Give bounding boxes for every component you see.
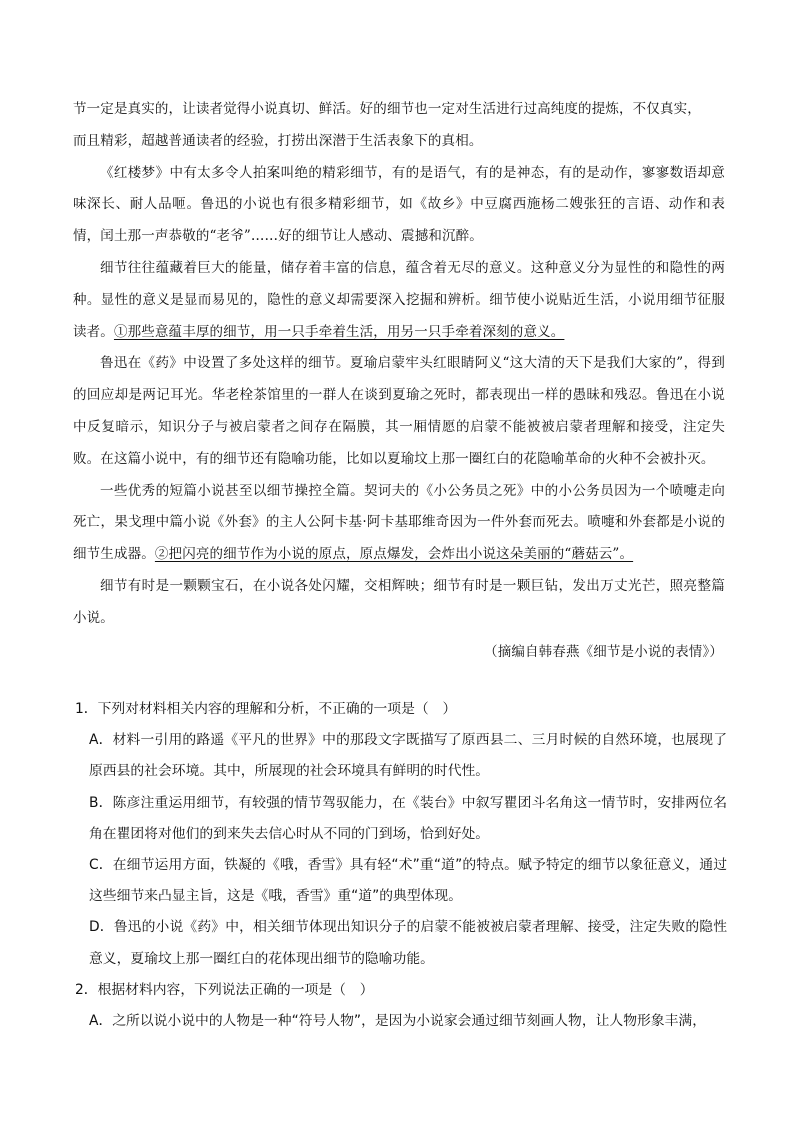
passage-paragraph-3-text: 细节往往蕴藏着巨大的能量，储存着丰富的信息，蕴含着无尽的意义。这种意义分为显性的和隐性的两种。显性的意义是显而易见的，隐性的意义却需要深入挖掘和辨析。细节使小说贴近生活，小说用细节征服读者。	[73, 259, 725, 340]
question-section	[75, 694, 727, 1037]
underlined-sentence-2: ②把闪亮的细节作为小说的原点，原点爆发，会炸出小说这朵美丽的“蘑菇云”。	[154, 546, 634, 563]
question-1-stem: 1．下列对材料相关内容的理解和分析，不正确的一项是（ ）	[75, 701, 457, 717]
question-2-option-a: A．之所以说小说中的人物是一种“符号人物”，是因为小说家会通过细节刻画人物，让人物形象丰满，	[89, 1013, 706, 1030]
passage-paragraph-2: 《红楼梦》中有太多令人拍案叫绝的精彩细节，有的是语气，有的是神态，有的是动作，寥寥数语却意味深长、耐人品咂。鲁迅的小说也有很多精彩细节，如《故乡》中豆腐西施杨二嫂张狂的言语、动作和表情，闰土那一声恭敬的“老爷”……好的细节让人感动、震撼和沉醉。	[73, 164, 725, 245]
passage-paragraph-5	[73, 476, 725, 571]
passage-paragraph-1-line-2: 而且精彩，超越普通读者的经验，打捞出深潜于生活表象下的真相。	[73, 132, 483, 149]
passage-paragraph-1	[73, 94, 725, 158]
passage-paragraph-3	[73, 253, 725, 348]
question-1-option-d: D．鲁迅的小说《药》中，相关细节体现出知识分子的启蒙不能被被启蒙者理解、接受，注定失败的隐性意义，夏瑜坟上那一圈红白的花体现出细节的隐喻功能。	[89, 919, 727, 967]
passage-paragraph-1-line-1: 节一定是真实的，让读者觉得小说真切、鲜活。好的细节也一定对生活进行过高纯度的提炼，不仅真实，	[73, 101, 701, 117]
passage-paragraph-5-text: 一些优秀的短篇小说甚至以细节操控全篇。契诃夫的《小公务员之死》中的小公务员因为一个喷嚏走向死亡，果戈理中篇小说《外套》的主人公阿卡基·阿卡基耶维奇因为一件外套而死去。喷嚏和外套都是小说的细节生成器。	[73, 482, 725, 563]
reading-passage	[73, 94, 725, 668]
passage-paragraph-4: 鲁迅在《药》中设置了多处这样的细节。夏瑜启蒙牢头红眼睛阿义“这大清的天下是我们大家的”，得到的回应却是两记耳光。华老栓茶馆里的一群人在谈到夏瑜之死时，都表现出一样的愚昧和残忍。鲁迅在小说中反复暗示，知识分子与被启蒙者之间存在隔膜，其一厢情愿的启蒙不能被被启蒙者理解和接受，注定失败。在这篇小说中，有的细节还有隐喻功能，比如以夏瑜坟上那一圈红白的花隐喻革命的火种不会被扑灭。	[73, 355, 725, 467]
question-1-option-a: A．材料一引用的路遥《平凡的世界》中的那段文字既描写了原西县二、三月时候的自然环境，也展现了原西县的社会环境。其中，所展现的社会环境具有鲜明的时代性。	[89, 732, 727, 780]
underlined-sentence-1: ①那些意蕴丰厚的细节，用一只手牵着生活，用另一只手牵着深刻的意义。	[113, 323, 565, 340]
passage-source: （摘编自韩春燕《细节是小说的表情》）	[484, 643, 723, 660]
passage-paragraph-6: 细节有时是一颗颗宝石，在小说各处闪耀，交相辉映；细节有时是一颗巨钻，发出万丈光芒，照亮整篇小说。	[73, 577, 725, 626]
question-2-stem: 2．根据材料内容，下列说法正确的一项是（ ）	[75, 981, 374, 998]
question-1-option-b: B．陈彦注重运用细节，有较强的情节驾驭能力，在《装台》中叙写瞿团斗名角这一情节时，安排两位名角在瞿团将对他们的到来失去信心时从不同的门到场，恰到好处。	[89, 794, 727, 842]
question-1-option-c: C．在细节运用方面，铁凝的《哦，香雪》具有轻“术”重“道”的特点。赋予特定的细节以象征意义，通过这些细节来凸显主旨，这是《哦，香雪》重“道”的典型体现。	[89, 857, 727, 905]
